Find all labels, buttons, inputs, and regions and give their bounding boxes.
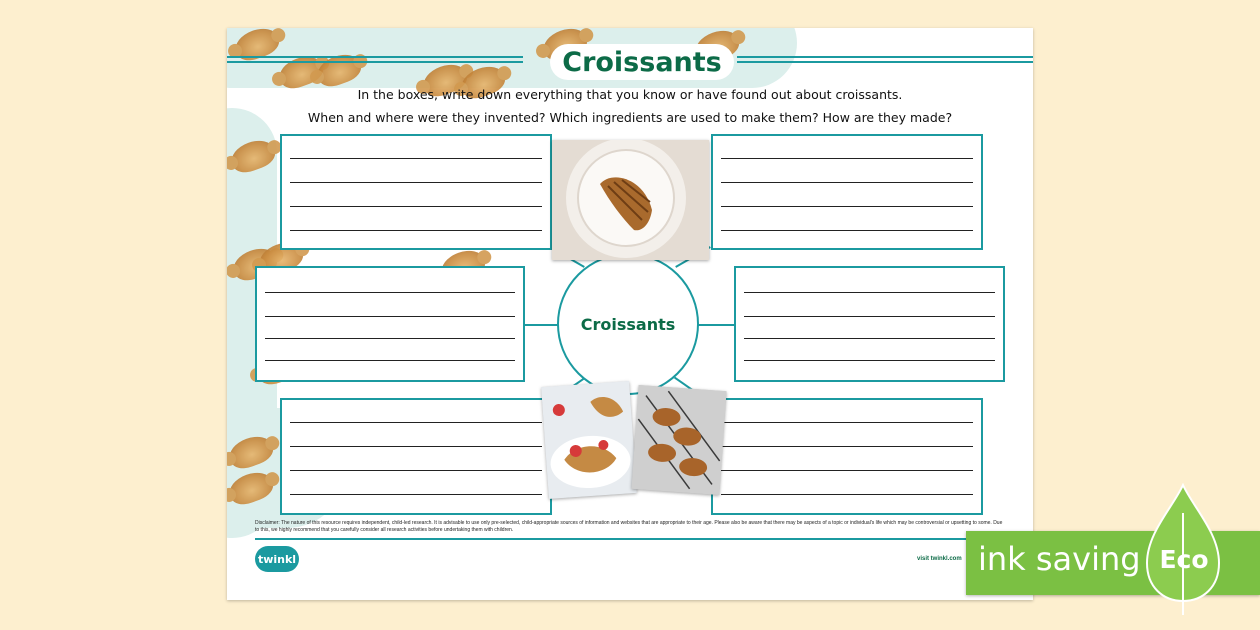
instruction-line-1: In the boxes, write down everything that you know or have found out about croissants.: [357, 87, 903, 102]
croissant-strawberry-photo: [541, 381, 637, 499]
page-title: Croissants: [562, 46, 722, 78]
writing-box-bottom-right[interactable]: [711, 398, 983, 515]
writing-box-top-right[interactable]: [711, 134, 983, 250]
footer-link[interactable]: visit twinkl.com: [917, 556, 962, 562]
eco-label: Eco: [1159, 545, 1209, 574]
ink-saving-text: ink saving: [978, 540, 1141, 578]
center-topic-label: Croissants: [580, 314, 676, 334]
writing-box-top-left[interactable]: [280, 134, 552, 250]
page-title-container: [550, 44, 734, 80]
worksheet: [227, 28, 1033, 600]
center-topic-circle: [557, 253, 699, 395]
instruction-line-2: When and where were they invented? Which ingredients are used to make them? How are they made?: [307, 110, 953, 125]
brand-logo-text: twinkl: [257, 552, 297, 566]
connector-line: [523, 324, 559, 326]
writing-box-middle-left[interactable]: [255, 266, 525, 382]
disclaimer-text: Disclaimer: The nature of this resource requires independent, child-led research. It is advisable to use only pre-selected, child-appropriate sources of information and websites that are appropriate to their age. Please also be aware that there may be aspects of a topic or individual's life which may be controversial or upsetting to some. Due to this, we highly recommend that you carefully consider all research activities before undertaking them with children.: [255, 520, 1003, 533]
footer-rule: [255, 538, 1007, 540]
writing-box-middle-right[interactable]: [734, 266, 1005, 382]
writing-box-bottom-left[interactable]: [280, 398, 552, 515]
croissant-rack-photo: [631, 385, 726, 495]
croissant-plate-photo: [552, 140, 709, 260]
connector-line: [698, 324, 734, 326]
twinkl-logo-icon[interactable]: [255, 546, 299, 572]
